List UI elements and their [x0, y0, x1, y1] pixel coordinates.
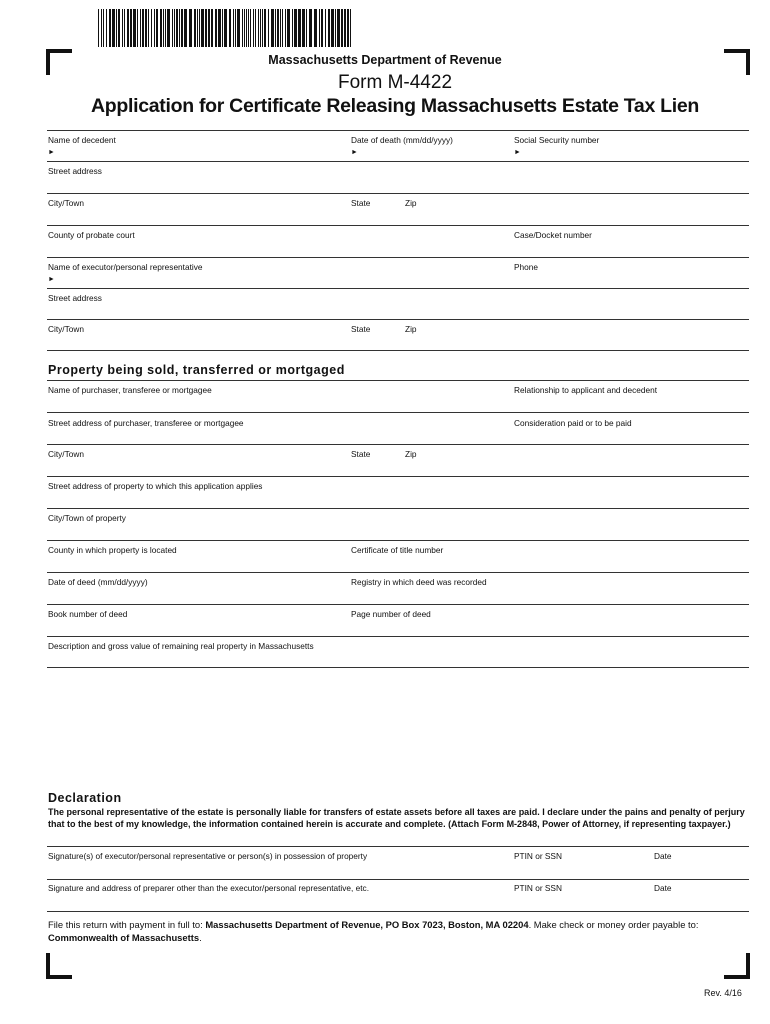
preparer-date-label: Date	[654, 883, 672, 893]
payee: Commonwealth of Massachusetts	[48, 932, 200, 943]
property-street-label: Street address of property to which this application applies	[48, 481, 263, 491]
filing-instructions	[48, 918, 748, 944]
department-name: Massachusetts Department of Revenue	[268, 53, 502, 67]
filing-middle: . Make check or money order payable to:	[528, 919, 699, 930]
executor-state-label: State	[351, 324, 371, 334]
rule	[47, 604, 749, 605]
executor-name-label: Name of executor/personal representative	[48, 262, 203, 272]
filing-address: Massachusetts Department of Revenue, PO Box 7023, Boston, MA 02204	[205, 919, 529, 930]
barcode-image	[98, 9, 354, 47]
rule	[47, 225, 749, 226]
arrow-icon: ►	[514, 149, 521, 156]
purchaser-city-label: City/Town	[48, 449, 84, 459]
revision-date: Rev. 4/16	[704, 988, 742, 998]
ptin-label: PTIN or SSN	[514, 851, 562, 861]
corner-mark-bottom-left	[46, 953, 72, 979]
date-of-death-label: Date of death (mm/dd/yyyy)	[351, 135, 453, 145]
rule	[47, 130, 749, 131]
signature-label: Signature(s) of executor/personal representative or person(s) in possession of property	[48, 851, 368, 861]
relationship-label: Relationship to applicant and decedent	[514, 385, 657, 395]
rule	[47, 319, 749, 320]
rule	[47, 444, 749, 445]
purchaser-zip-label: Zip	[405, 449, 417, 459]
title-number-label: Certificate of title number	[351, 545, 444, 555]
rule	[47, 667, 749, 668]
purchaser-state-label: State	[351, 449, 371, 459]
rule	[47, 508, 749, 509]
form-number: Form M-4422	[337, 72, 453, 93]
probate-county-label: County of probate court	[48, 230, 135, 240]
corner-mark-bottom-right	[724, 953, 750, 979]
phone-label: Phone	[514, 262, 538, 272]
property-county-label: County in which property is located	[48, 545, 177, 555]
property-city-label: City/Town of property	[48, 513, 126, 523]
ssn-label: Social Security number	[514, 135, 600, 145]
executor-city-label: City/Town	[48, 324, 84, 334]
registry-label: Registry in which deed was recorded	[351, 577, 487, 587]
rule	[47, 412, 749, 413]
preparer-signature-label: Signature and address of preparer other than the executor/personal representative, etc.	[48, 883, 370, 893]
arrow-icon: ►	[48, 276, 55, 283]
arrow-icon: ►	[351, 149, 358, 156]
deed-date-label: Date of deed (mm/dd/yyyy)	[48, 577, 148, 587]
decedent-city-label: City/Town	[48, 198, 84, 208]
rule	[47, 161, 749, 162]
rule	[47, 879, 749, 880]
declaration-text: The personal representative of the estate is personally liable for transfers of estate assets before all taxes are paid. I declare under the pains and penalty of perjury that to the best of my knowledge, the information contained herein is accurate and complete. (Attach Form M-2848, Power of Attorney, if representing taxpayer.)	[48, 807, 745, 829]
consideration-label: Consideration paid or to be paid	[514, 418, 632, 428]
rule	[47, 193, 749, 194]
form-title: Application for Certificate Releasing Massachusetts Estate Tax Lien	[90, 95, 700, 117]
rule	[47, 540, 749, 541]
rule	[47, 380, 749, 381]
rule	[47, 911, 749, 912]
executor-street-label: Street address	[48, 293, 102, 303]
rule	[47, 846, 749, 847]
rule	[47, 476, 749, 477]
purchaser-name-label: Name of purchaser, transferee or mortgagee	[48, 385, 212, 395]
filing-end: .	[199, 932, 202, 943]
book-number-label: Book number of deed	[48, 609, 128, 619]
rule	[47, 636, 749, 637]
declaration-heading: Declaration	[48, 791, 122, 805]
preparer-ptin-label: PTIN or SSN	[514, 883, 562, 893]
decedent-name-label: Name of decedent	[48, 135, 116, 145]
decedent-street-label: Street address	[48, 166, 102, 176]
rule	[47, 257, 749, 258]
filing-prefix: File this return with payment in full to:	[48, 919, 206, 930]
date-label: Date	[654, 851, 672, 861]
rule	[47, 288, 749, 289]
docket-number-label: Case/Docket number	[514, 230, 592, 240]
decedent-zip-label: Zip	[405, 198, 417, 208]
property-section-heading: Property being sold, transferred or mortgaged	[48, 363, 345, 377]
decedent-state-label: State	[351, 198, 371, 208]
description-label: Description and gross value of remaining real property in Massachusetts	[48, 641, 314, 651]
purchaser-street-label: Street address of purchaser, transferee or mortgagee	[48, 418, 244, 428]
arrow-icon: ►	[48, 149, 55, 156]
rule	[47, 350, 749, 351]
executor-zip-label: Zip	[405, 324, 417, 334]
rule	[47, 572, 749, 573]
page-number-label: Page number of deed	[351, 609, 431, 619]
